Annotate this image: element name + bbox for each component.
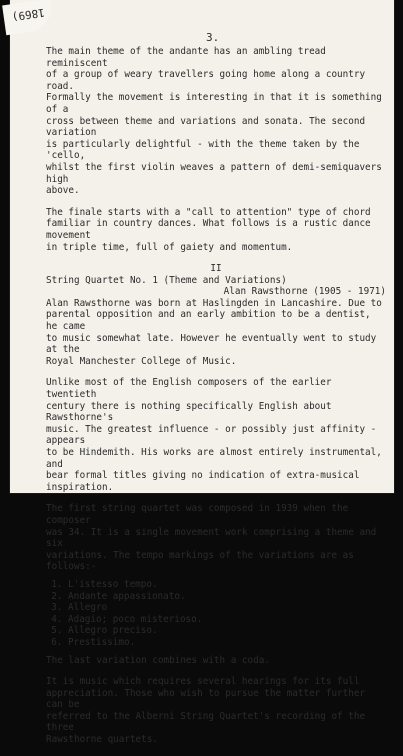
document-page <box>10 0 394 746</box>
list-item: 3. Allegro <box>68 602 386 614</box>
list-item: 2. Andante appassionato. <box>68 591 386 603</box>
paragraph-quartet: The first string quartet was composed in 1939 when the composer was 34. It is a single movement work comprising a theme and six variations. The tempo markings of the variations are as follows:- <box>46 503 377 573</box>
paragraph-style: Unlike most of the English composers of the earlier twentieth century there is nothing specifically English about Rawsthorne's music. The greatest influence - or possibly just affinity - appears to be Hindemith. His works are almost entirely instrumental, and bear formal titles giving no indication of extra-musical inspiration. <box>46 377 382 493</box>
section-title: String Quartet No. 1 (Theme and Variations) <box>46 274 287 286</box>
page-number: 3. <box>206 31 220 44</box>
composer-line: Alan Rawsthorne (1905 - 1971) <box>223 286 386 298</box>
paragraph-finale: The finale starts with a "call to attention" type of chord familiar in country dances. What follows is a rustic dance movement in triple time, full of gaiety and momentum. <box>46 206 371 253</box>
paragraph-recording: It is music which requires several hearings for its full appreciation. Those who wish to pursue the matter further can be referred to the Alberni String Quartet's recording of the three Rawsthorne quartets. <box>46 676 366 746</box>
list-item: 4. Adagio; poco misterioso. <box>68 614 386 626</box>
paragraph-biography: Alan Rawsthorne was born at Haslingden in Lancashire. Due to parental opposition and an early ambition to be a dentist, he came to music somewhat late. However he eventually went to study at the Royal Manchester College of Music. <box>46 297 382 367</box>
list-item: 6. Prestissimo. <box>68 637 386 649</box>
tempo-list <box>46 579 386 649</box>
list-item: 5. Allegro preciso. <box>68 625 386 637</box>
list-item: 1. L'istesso tempo. <box>68 579 386 591</box>
paragraph-andante: The main theme of the andante has an ambling tread reminiscent of a group of weary travellers going home along a country road. Formally the movement is interesting in that it is something of a cross between theme and variations and sonata. The second variation is particularly delightful - with the theme taken by the 'cello, whilst the first violin weaves a pattern of demi-semiquavers high above. <box>46 46 382 197</box>
body-text <box>46 30 386 756</box>
section-numeral: II <box>210 263 222 275</box>
paragraph-coda: The last variation combines with a coda. <box>46 654 270 666</box>
edge-annotation-text: 1869) <box>10 5 46 24</box>
